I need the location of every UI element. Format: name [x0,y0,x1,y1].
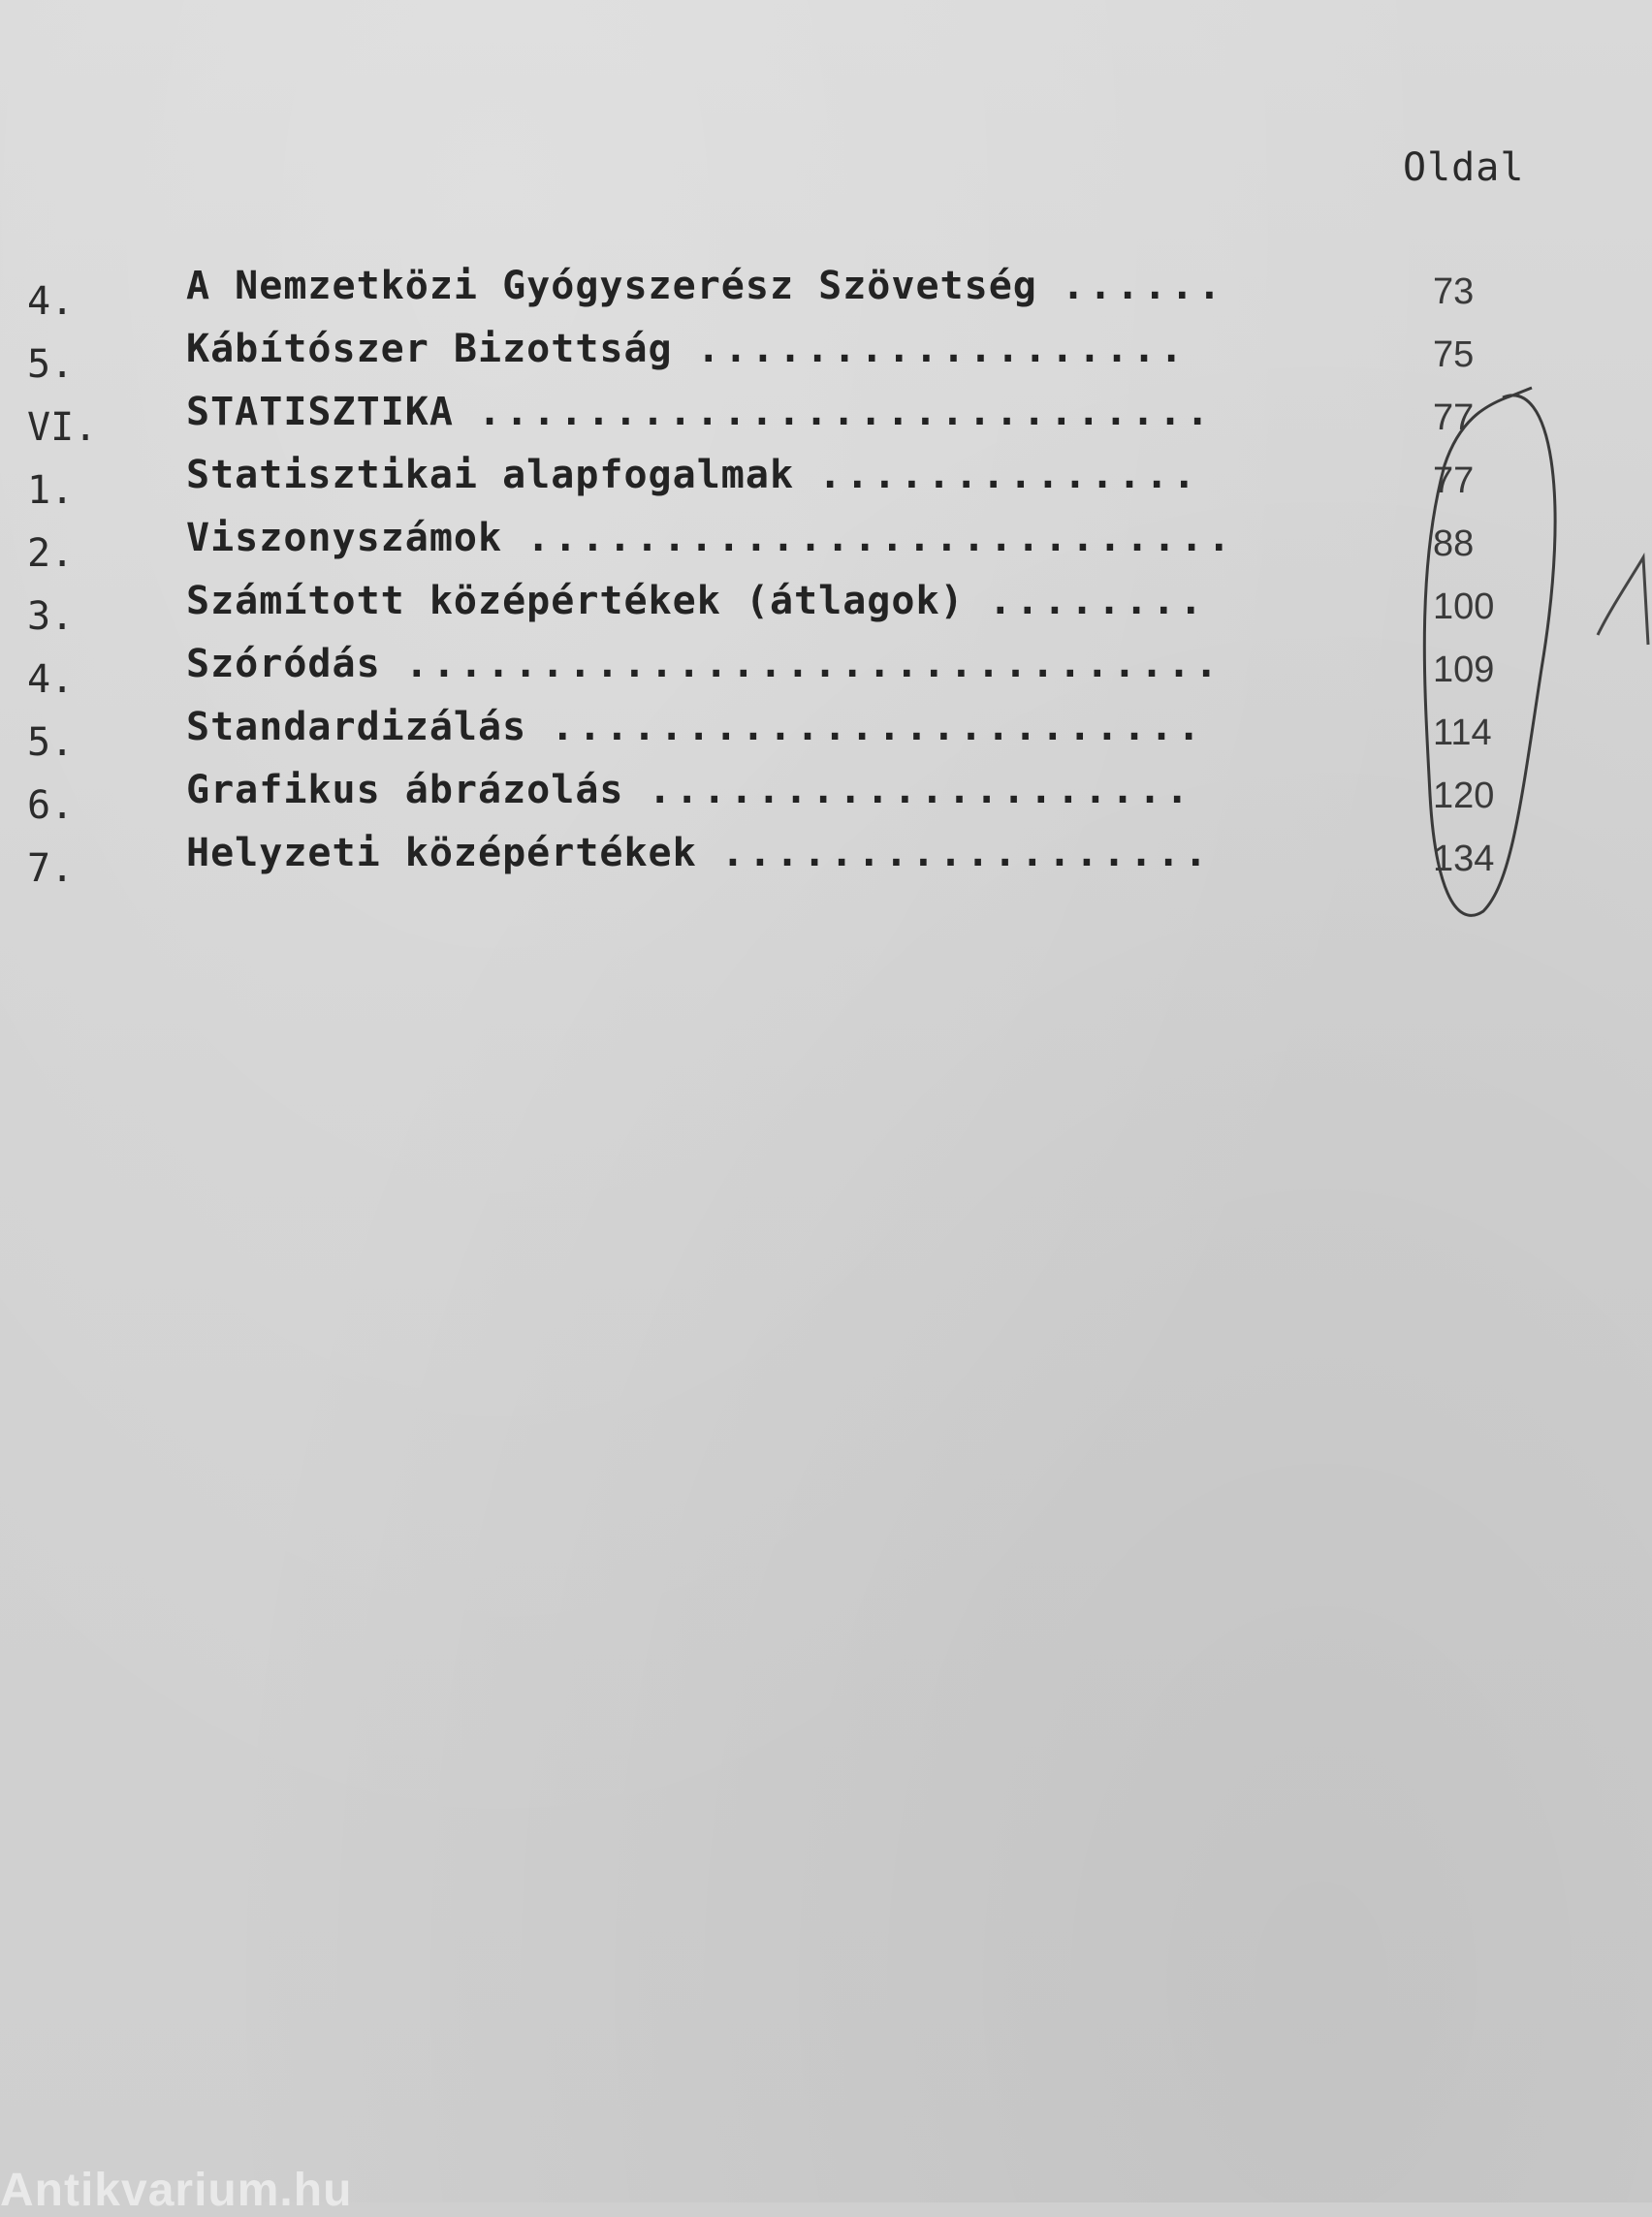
watermark-logo: Antikvarium.hu [0,2165,353,2216]
pencil-ellipse-annotation [1396,378,1590,931]
toc-entry-title [186,705,1272,749]
toc-entry-title [186,516,1272,560]
toc-leader-dots: .................... [648,768,1193,812]
toc-entry-title-text: Grafikus ábrázolás [186,768,624,812]
toc-leader-dots: .................. [696,327,1188,371]
toc-entry-title [186,579,1272,623]
toc-entry-title-text: Helyzeti középértékek [186,831,697,875]
toc-entry-title [186,390,1272,434]
toc-entry-page: 109 [1433,649,1495,690]
page-column-header: Oldal [1403,145,1525,190]
toc-entry-page: 73 [1433,271,1475,312]
toc-entry-number: 5. [27,720,75,765]
pencil-margin-mark [1590,543,1652,659]
toc-entry-number: 6. [27,783,75,828]
toc-entry-number: 7. [27,846,75,891]
toc-entry-title-text: Számított középértékek (átlagok) [186,579,965,623]
toc-entry-number: 3. [27,594,75,639]
toc-entry-title [186,264,1272,308]
toc-leader-dots: .......................... [526,516,1235,560]
toc-entry-title-text: Statisztikai alapfogalmak [186,453,795,497]
toc-leader-dots: ........................ [551,705,1205,749]
toc-entry-page: 120 [1433,776,1495,816]
toc-entry-number: 2. [27,531,75,576]
toc-entry-page: 100 [1433,586,1495,627]
toc-entry-number: 4. [27,657,75,702]
toc-entry-title-text: Standardizálás [186,705,527,749]
toc-leader-dots: ...... [1061,264,1225,308]
toc-entry-title-text: STATISZTIKA [186,390,454,434]
toc-leader-dots: .............. [818,453,1200,497]
toc-entry-title [186,642,1272,686]
toc-entry-title [186,831,1272,875]
toc-entry-title [186,453,1272,497]
toc-entry-page: 75 [1433,334,1475,375]
toc-entry-number: 5. [27,342,75,387]
toc-leader-dots: .............................. [404,642,1223,686]
toc-entry [0,262,1652,325]
toc-entry-title [186,768,1272,812]
toc-entry-title-text: A Nemzetközi Gyógyszerész Szövetség [186,264,1037,308]
toc-entry-page: 114 [1433,713,1492,753]
toc-entry-page: 88 [1433,523,1475,564]
toc-entry-page: 134 [1433,839,1495,879]
toc-entry-title-text: Szóródás [186,642,381,686]
toc-entry-page: 77 [1433,460,1475,501]
toc-entry-number: VI. [27,405,98,450]
toc-leader-dots: ........................... [478,390,1214,434]
toc-entry-title-text: Kábítószer Bizottság [186,327,673,371]
toc-entry-number: 4. [27,279,75,324]
toc-entry-title [186,327,1272,371]
toc-entry-page: 77 [1433,397,1475,438]
toc-leader-dots: ........ [988,579,1207,623]
toc-entry-title-text: Viszonyszámok [186,516,503,560]
toc-leader-dots: .................. [720,831,1212,875]
toc-entry-number: 1. [27,468,75,513]
